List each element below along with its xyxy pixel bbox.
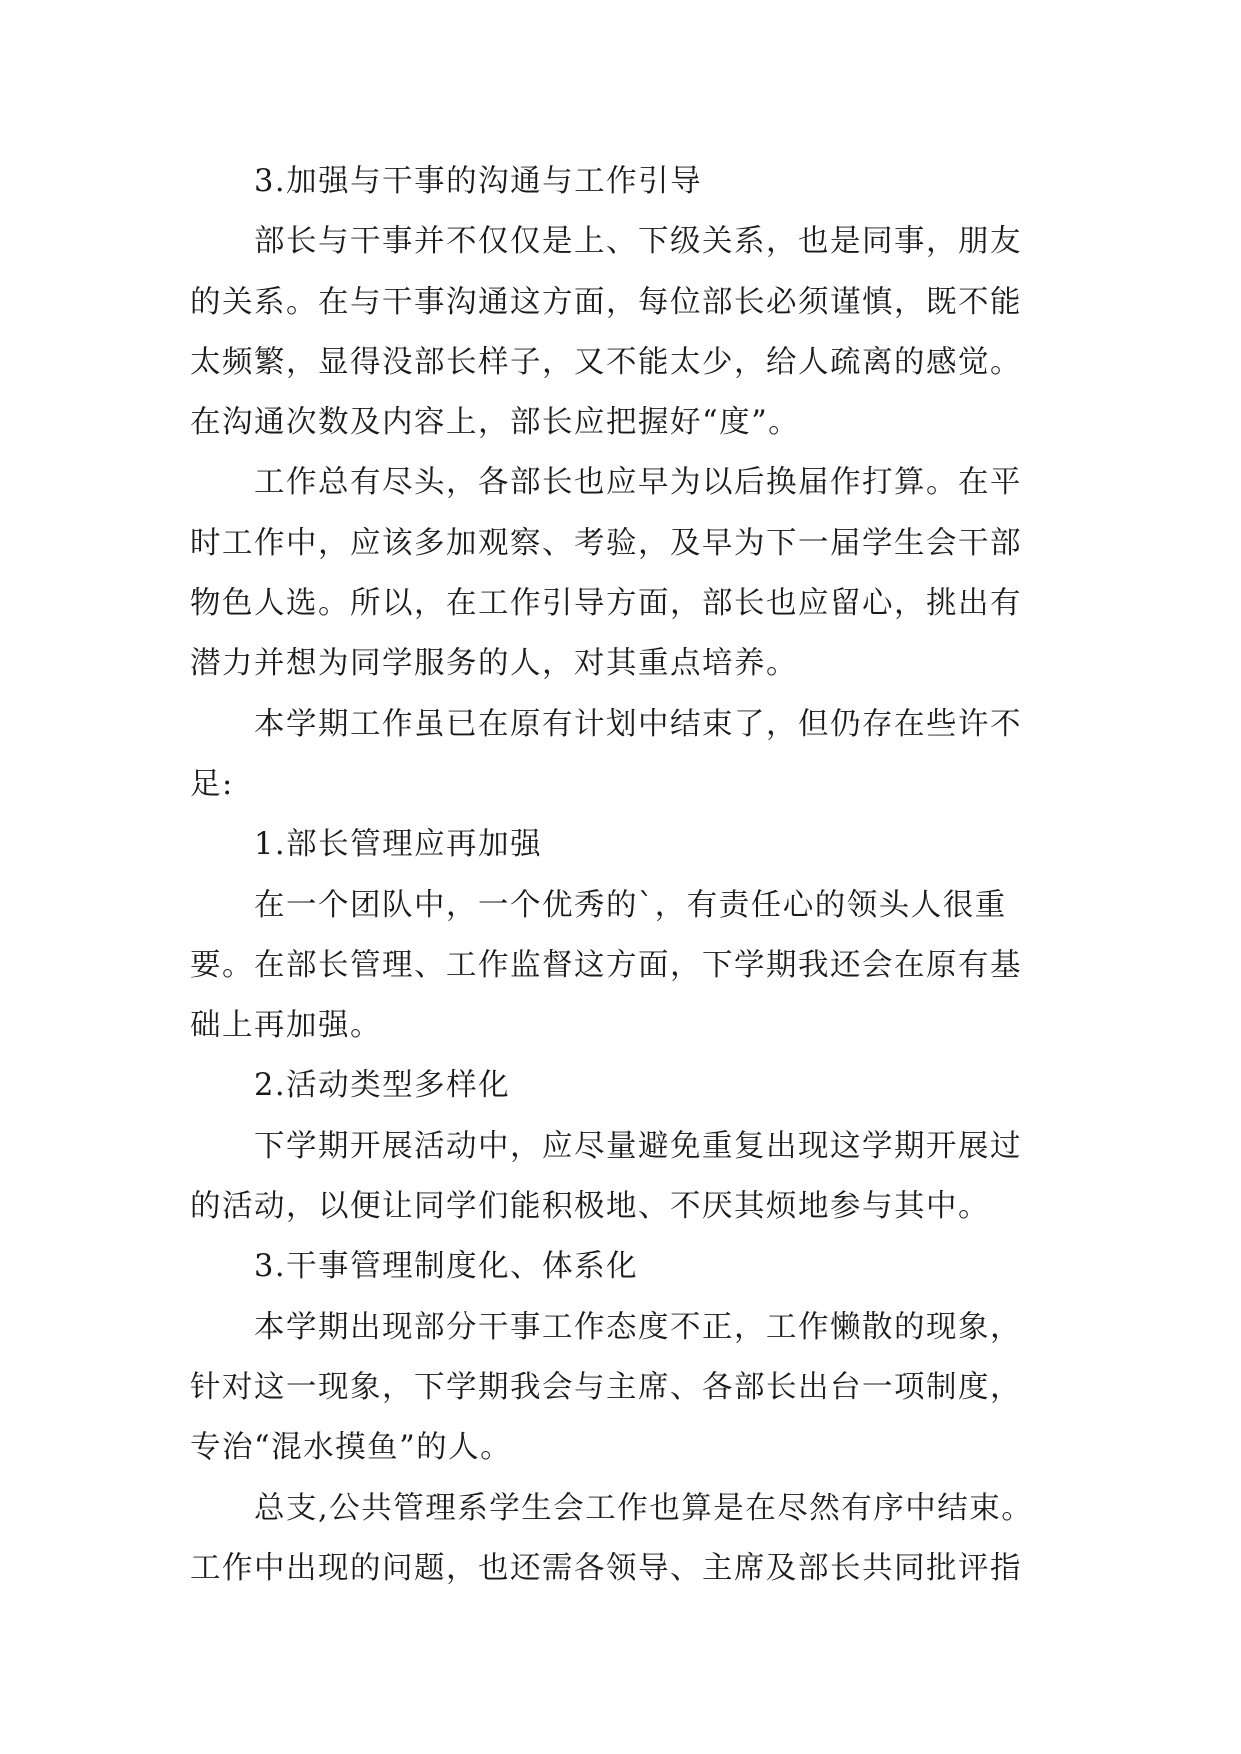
- paragraph-line: 太频繁，显得没部长样子，又不能太少，给人疏离的感觉。: [190, 344, 1022, 380]
- document-body: [190, 152, 1070, 1599]
- paragraph-line: 本学期出现部分干事工作态度不正，工作懒散的现象，: [254, 1309, 1022, 1345]
- paragraph-line: 本学期工作虽已在原有计划中结束了，但仍存在些许不: [254, 706, 1022, 742]
- paragraph-line: 专治“混水摸鱼”的人。: [190, 1430, 513, 1466]
- paragraph-line: 物色人选。所以，在工作引导方面，部长也应留心，挑出有: [190, 586, 1022, 622]
- paragraph-line: 针对这一现象，下学期我会与主席、各部长出台一项制度，: [190, 1369, 1022, 1405]
- paragraph-line: 部长与干事并不仅仅是上、下级关系，也是同事，朋友: [254, 224, 1022, 260]
- section-heading: 2.活动类型多样化: [254, 1068, 511, 1104]
- section-heading: 1.部长管理应再加强: [254, 827, 543, 863]
- paragraph-line: 在一个团队中，一个优秀的`，有责任心的领头人很重: [254, 887, 1007, 923]
- paragraph-line: 工作中出现的问题，也还需各领导、主席及部长共同批评指: [190, 1550, 1022, 1586]
- paragraph-line: 潜力并想为同学服务的人，对其重点培养。: [190, 646, 798, 682]
- section-heading: 3.加强与干事的沟通与工作引导: [254, 164, 703, 199]
- paragraph-line: 的活动，以便让同学们能积极地、不厌其烦地参与其中。: [190, 1189, 990, 1225]
- paragraph-line: 在沟通次数及内容上，部长应把握好“度”。: [190, 405, 801, 441]
- paragraph-line: 工作总有尽头，各部长也应早为以后换届作打算。在平: [254, 465, 1022, 501]
- paragraph-line: 时工作中，应该多加观察、考验，及早为下一届学生会干部: [190, 525, 1022, 561]
- paragraph-line: 要。在部长管理、工作监督这方面，下学期我还会在原有基: [190, 947, 1022, 983]
- section-heading: 3.干事管理制度化、体系化: [254, 1249, 639, 1285]
- paragraph-line: 础上再加强。: [190, 1008, 382, 1044]
- paragraph-line: 总支,公共管理系学生会工作也算是在尽然有序中结束。: [254, 1490, 1034, 1526]
- paragraph-line: 下学期开展活动中，应尽量避免重复出现这学期开展过: [254, 1128, 1022, 1164]
- paragraph-line: 足:: [190, 766, 234, 802]
- paragraph-line: 的关系。在与干事沟通这方面，每位部长必须谨慎，既不能: [190, 284, 1022, 320]
